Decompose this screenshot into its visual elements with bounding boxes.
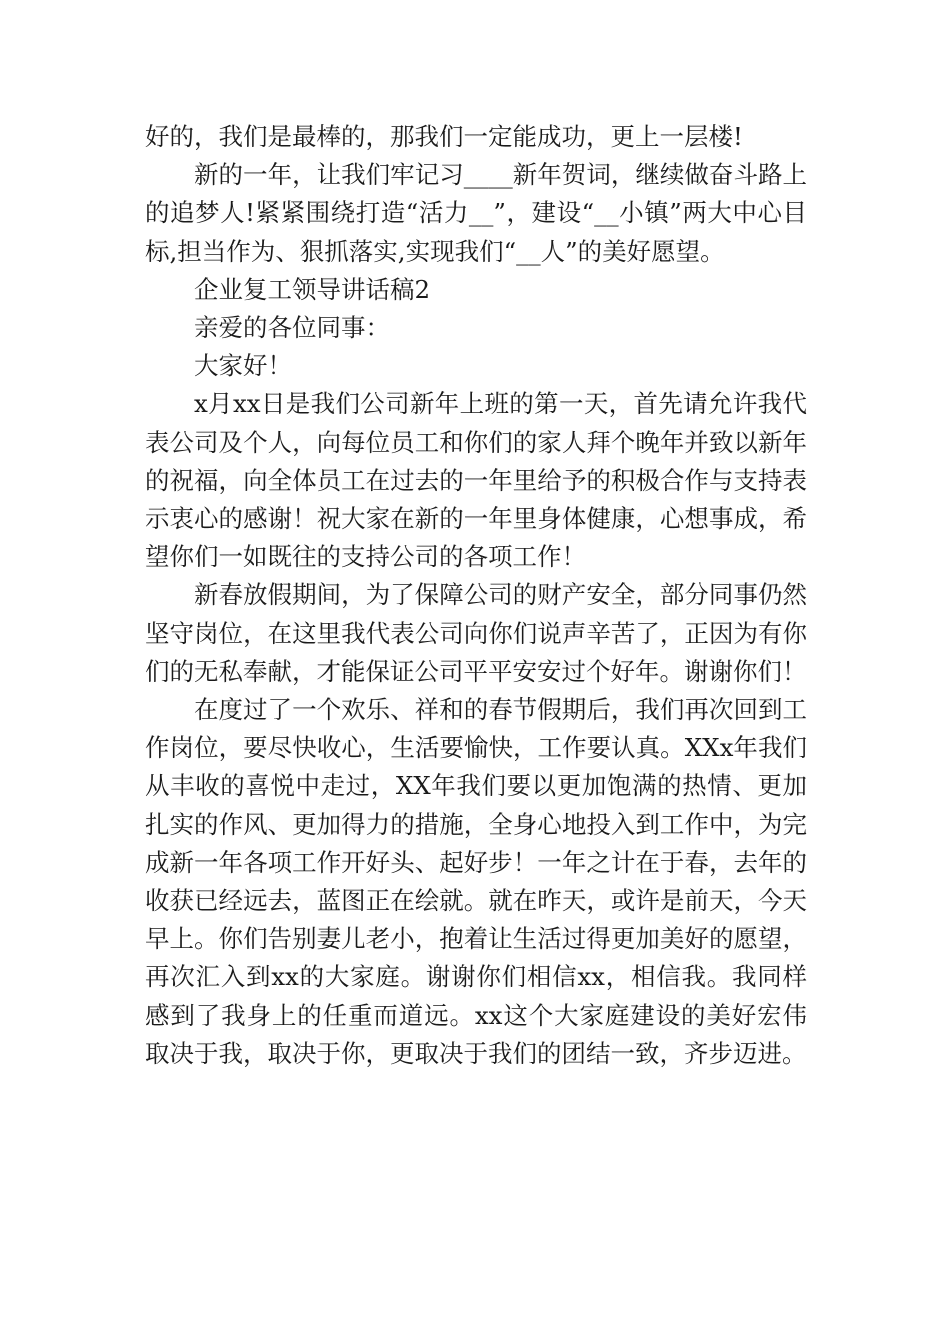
greeting: 大家好！	[194, 351, 292, 381]
paragraph-continuation: 好的，我们是最棒的，那我们一定能成功，更上一层楼!	[145, 122, 743, 151]
section-title: 企业复工领导讲话稿2	[194, 274, 431, 304]
paragraph-first-day: x月xx日是我们公司新年上班的第一天，首先请允许我代表公司及个人，向每位员工和你们的家人拜个晚年并致以新年的祝福，向全体员工在过去的一年里给予的积极合作与支持表示衷心的感谢！祝大家在新的一年里身体健康，心想事成，希望你们一如既往的支持公司的各项工作！	[145, 389, 807, 572]
paragraph-new-year: 新的一年，让我们牢记习____新年贺词，继续做奋斗路上的追梦人!紧紧围绕打造“活力__”，建设“__小镇”两大中心目标,担当作为、狠抓落实,实现我们“__人”的美好愿望。	[145, 160, 807, 266]
document-page	[145, 118, 807, 1073]
salutation: 亲爱的各位同事：	[194, 313, 390, 343]
paragraph-return-to-work: 在度过了一个欢乐、祥和的春节假期后，我们再次回到工作岗位，要尽快收心，生活要愉快，工作要认真。XXx年我们从丰收的喜悦中走过，XX年我们要以更加饱满的热情、更加扎实的作风、更加得力的措施，全身心地投入到工作中，为完成新一年各项工作开好头、起好步！一年之计在于春，去年的收获已经远去，蓝图正在绘就。就在昨天，或许是前天，今天早上。你们告别妻儿老小，抱着让生活过得更加美好的愿望，再次汇入到xx的大家庭。谢谢你们相信xx，相信我。我同样感到了我身上的任重而道远。xx这个大家庭建设的美好宏伟取决于我，取决于你，更取决于我们的团结一致，齐步迈进。	[145, 695, 807, 1068]
paragraph-holiday-thanks: 新春放假期间，为了保障公司的财产安全，部分同事仍然坚守岗位，在这里我代表公司向你们说声辛苦了，正因为有你们的无私奉献，才能保证公司平平安安过个好年。谢谢你们！	[145, 580, 807, 686]
